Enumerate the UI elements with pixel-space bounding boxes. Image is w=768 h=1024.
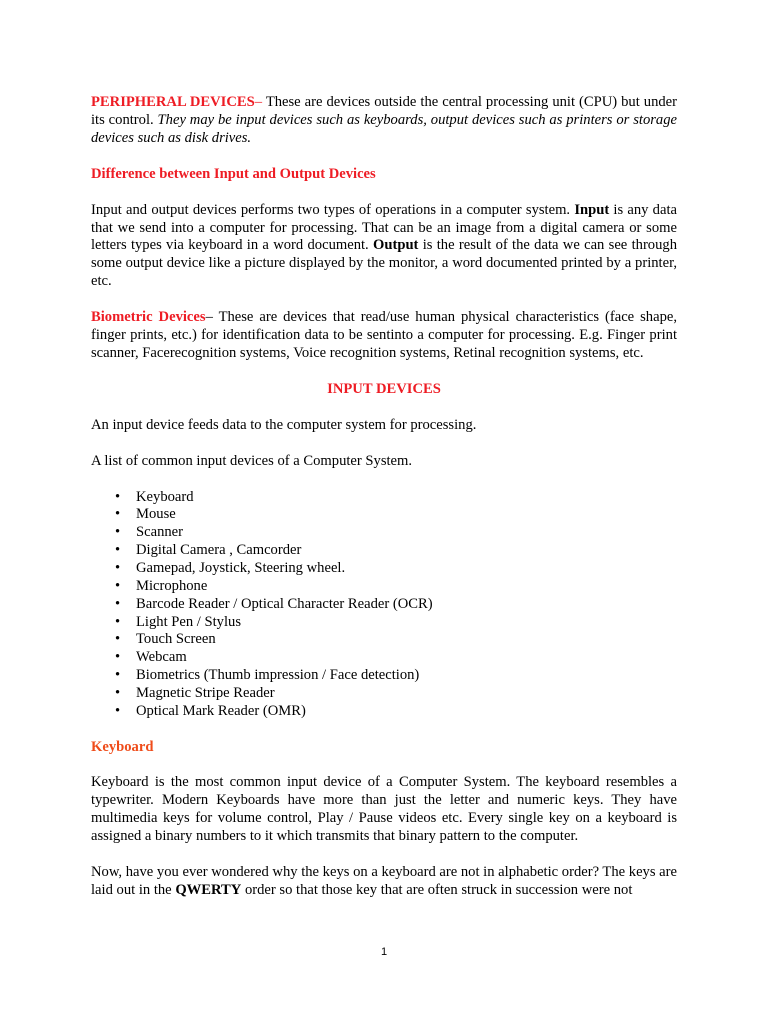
input-output-paragraph xyxy=(91,202,677,292)
bullet-icon: • xyxy=(115,524,121,541)
keyboard-heading: Keyboard xyxy=(91,738,154,755)
list-item-label: Biometrics (Thumb impression / Face detection) xyxy=(136,667,420,684)
bullet-icon: • xyxy=(115,595,121,612)
bullet-icon: • xyxy=(115,506,121,523)
bullet-icon: • xyxy=(115,559,121,576)
peripheral-devices-text: These are devices outside the central processing unit (CPU) but under its control. xyxy=(91,94,678,128)
qwerty-text-1: Now, have you ever wondered why the keys on a keyboard are not in alphabetic order? The keys are laid out in the xyxy=(91,864,677,898)
peripheral-devices-dash: – xyxy=(254,94,266,110)
list-item xyxy=(91,685,677,703)
peripheral-devices-term: PERIPHERAL DEVICES xyxy=(91,94,255,110)
list-item-label: Barcode Reader / Optical Character Reader (OCR) xyxy=(136,595,433,612)
list-item xyxy=(91,506,677,524)
biometric-dash: – xyxy=(205,309,219,326)
biometric-paragraph xyxy=(91,309,677,363)
biometric-term: Biometric Devices xyxy=(91,309,206,326)
bullet-icon: • xyxy=(115,631,121,648)
list-item-label: Optical Mark Reader (OMR) xyxy=(136,702,306,719)
peripheral-devices-paragraph xyxy=(91,94,677,148)
io-output-bold: Output xyxy=(373,237,419,254)
list-item-label: Touch Screen xyxy=(136,631,216,648)
bullet-icon: • xyxy=(115,702,121,719)
input-device-definition: An input device feeds data to the computer system for processing. xyxy=(91,416,477,433)
list-item xyxy=(91,560,677,578)
qwerty-bold: QWERTY xyxy=(175,882,242,898)
io-text-3: is the result of the data we can see through some output device like a picture displayed by the monitor, a word documented printed by a printer, etc. xyxy=(91,237,677,290)
list-item xyxy=(91,631,677,649)
bullet-icon: • xyxy=(115,577,121,594)
list-item xyxy=(91,649,677,667)
bullet-icon: • xyxy=(115,667,121,684)
qwerty-paragraph xyxy=(91,864,677,900)
page-number: 1 xyxy=(380,946,388,958)
keyboard-paragraph: Keyboard is the most common input device of a Computer System. The keyboard resembles a typewriter. Modern Keyboards have more than just the letter and numeric keys. They have multimedia keys for volume control, Play / Pause videos etc. Every single key on a keyboard is assigned a binary numbers to it which transmits that binary pattern to the computer. xyxy=(91,774,677,845)
list-item xyxy=(91,614,677,632)
input-devices-list-intro: A list of common input devices of a Computer System. xyxy=(91,452,413,469)
list-item-label: Magnetic Stripe Reader xyxy=(136,684,275,701)
list-item xyxy=(91,489,677,507)
list-item-label: Scanner xyxy=(136,524,184,541)
qwerty-text-2: order so that those key that are often struck in succession were not xyxy=(241,882,633,898)
list-item xyxy=(91,524,677,542)
difference-heading: Difference between Input and Output Devices xyxy=(91,165,376,182)
list-item xyxy=(91,542,677,560)
input-devices-heading: INPUT DEVICES xyxy=(327,380,441,397)
bullet-icon: • xyxy=(115,684,121,701)
bullet-icon: • xyxy=(115,649,121,666)
bullet-icon: • xyxy=(115,613,121,630)
document-page xyxy=(91,94,677,900)
list-item xyxy=(91,667,677,685)
bullet-icon: • xyxy=(115,488,121,505)
io-text-2: is any data that we send into a computer for processing. That can be an image from a digital camera or some letters types via keyboard in a word document. xyxy=(91,201,677,254)
bullet-icon: • xyxy=(115,542,121,559)
list-item-label: Gamepad, Joystick, Steering wheel. xyxy=(136,559,346,576)
list-item xyxy=(91,703,677,721)
input-devices-list xyxy=(91,489,677,721)
io-input-bold: Input xyxy=(574,201,610,218)
biometric-text: These are devices that read/use human physical characteristics (face shape, finger prints, etc.) for identification data to be sentinto a computer for processing. E.g. Finger print scanner, Facerecognition systems, Voice recognition systems, Retinal recognition systems, etc. xyxy=(91,309,677,361)
list-item xyxy=(91,578,677,596)
peripheral-devices-italic: They may be input devices such as keyboards, output devices such as printers or storage devices such as disk drives. xyxy=(91,111,677,146)
list-item-label: Digital Camera , Camcorder xyxy=(136,542,302,559)
io-text-1: Input and output devices performs two types of operations in a computer system. xyxy=(91,201,575,218)
list-item-label: Microphone xyxy=(136,577,208,594)
list-item-label: Webcam xyxy=(136,649,187,666)
list-item-label: Light Pen / Stylus xyxy=(136,613,242,630)
list-item xyxy=(91,596,677,614)
list-item-label: Keyboard xyxy=(136,488,194,505)
list-item-label: Mouse xyxy=(136,506,176,523)
